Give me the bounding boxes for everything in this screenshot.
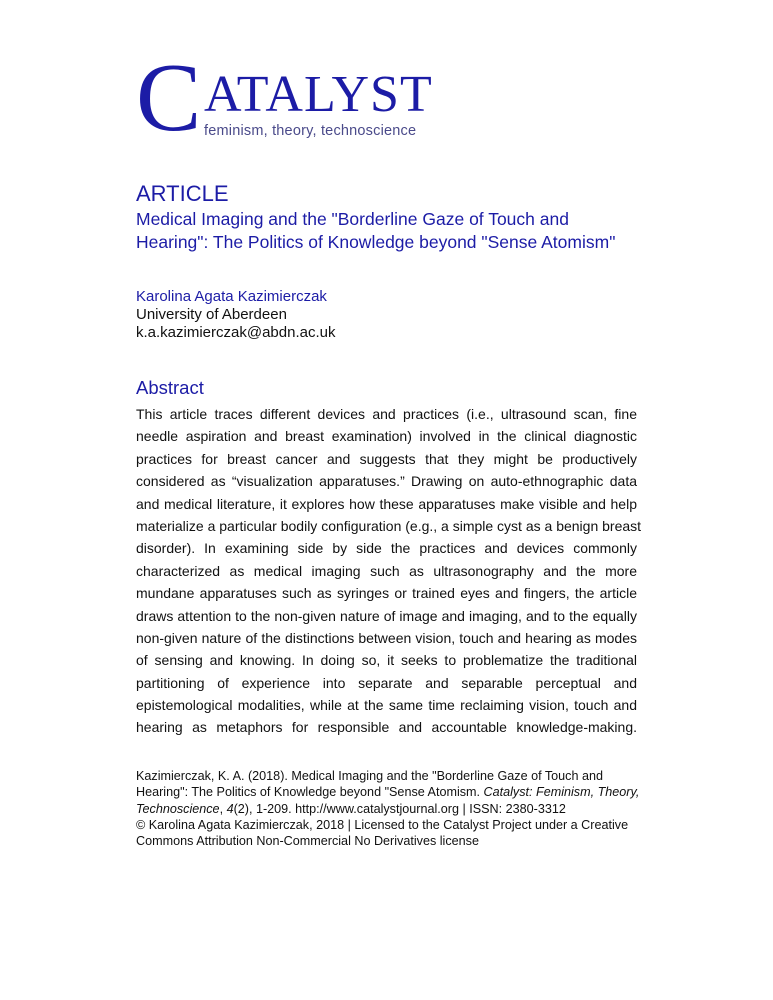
abstract-line: mundane apparatuses such as syringes or trained eyes and fingers, the article bbox=[136, 585, 637, 602]
title-line: Medical Imaging and the "Borderline Gaze of Touch and bbox=[136, 209, 569, 229]
abstract-line: partitioning of experience into separate and separable perceptual and bbox=[136, 674, 637, 691]
author-name: Karolina Agata Kazimierczak bbox=[136, 288, 327, 305]
article-title bbox=[136, 208, 656, 254]
citation-sep: , bbox=[219, 801, 227, 816]
abstract-body bbox=[136, 403, 642, 739]
citation-text: Kazimierczak, K. A. (2018). Medical Imaging and the "Borderline Gaze of Touch and Hearing": The Politics of Knowledge beyond "Sense Atomism. bbox=[136, 769, 603, 800]
catalyst-logo bbox=[136, 44, 436, 152]
author-affiliation: University of Aberdeen bbox=[136, 306, 287, 323]
logo-initial: C bbox=[136, 44, 202, 152]
abstract-line: of sensing and knowing. In doing so, it seeks to problematize the traditional bbox=[136, 652, 637, 669]
abstract-line: disorder). In examining side by side the practices and devices commonly bbox=[136, 540, 637, 557]
abstract-line: epistemological modalities, while at the same time reclaiming vision, touch and bbox=[136, 697, 637, 714]
abstract-line: This article traces different devices and practices (i.e., ultrasound scan, fine bbox=[136, 406, 637, 422]
abstract-heading: Abstract bbox=[136, 377, 204, 398]
abstract-line: characterized as medical imaging such as ultrasonography and the more bbox=[136, 562, 637, 579]
abstract-line: draws attention to the non-given nature of image and imaging, and to the equally bbox=[136, 607, 637, 624]
author-email: k.a.kazimierczak@abdn.ac.uk bbox=[136, 324, 336, 341]
abstract-line: practices for breast cancer and suggests that they might be productively bbox=[136, 450, 637, 467]
logo-wordmark: ATALYST bbox=[204, 66, 433, 123]
abstract-line: needle aspiration and breast examination) involved in the clinical diagnostic bbox=[136, 428, 637, 445]
abstract-line: considered as “visualization apparatuses.” Drawing on auto-ethnographic data bbox=[136, 473, 637, 490]
title-line: Hearing": The Politics of Knowledge beyond "Sense Atomism" bbox=[136, 232, 616, 252]
citation-journal: Catalyst: Feminism, Theory, Technoscience bbox=[136, 785, 640, 816]
abstract-line: non-given nature of the distinctions between vision, touch and hearing as modes bbox=[136, 629, 637, 646]
abstract-line: hearing as metaphors for responsible and accountable knowledge-making. bbox=[136, 719, 637, 736]
abstract-line: and medical literature, it explores how these apparatuses make visible and help bbox=[136, 495, 637, 512]
logo-tagline: feminism, theory, technoscience bbox=[204, 123, 417, 139]
license-text: © Karolina Agata Kazimierczak, 2018 | Licensed to the Catalyst Project under a Creative Commons Attribution Non-Commercial No Derivatives license bbox=[136, 817, 629, 849]
article-kicker: ARTICLE bbox=[136, 181, 229, 206]
citation-block bbox=[136, 768, 656, 849]
abstract-line: materialize a particular bodily configuration (e.g., a simple cyst as a benign breast bbox=[136, 517, 642, 534]
citation-volume: 4 bbox=[226, 801, 234, 816]
citation-pages: (2), 1-209. http://www.catalystjournal.org | ISSN: 2380-3312 bbox=[233, 801, 566, 816]
